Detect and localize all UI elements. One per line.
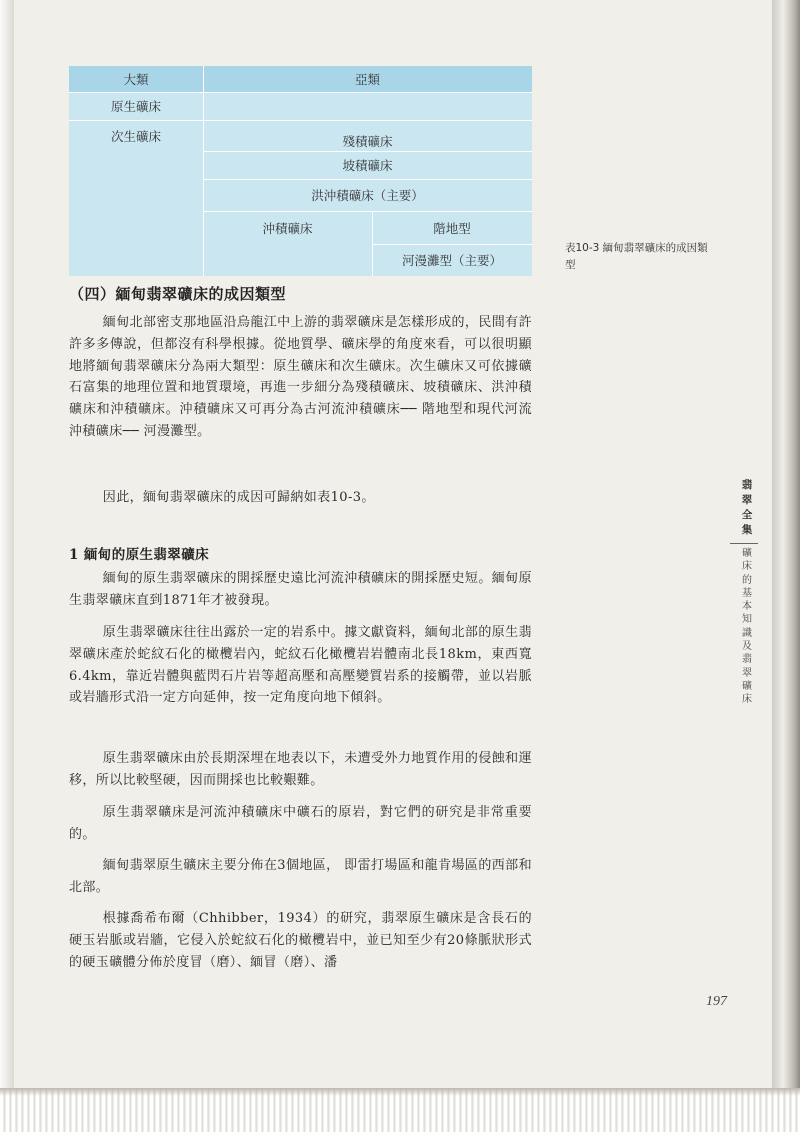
paragraph: 因此，緬甸翡翠礦床的成因可歸納如表10-3。 [102, 490, 375, 505]
header-category: 大類 [123, 72, 149, 87]
page-edge-left [0, 0, 14, 1132]
floodplain-type: 河漫灘型（主要） [401, 253, 502, 268]
terrace-type: 階地型 [433, 220, 471, 236]
side-tab-title: 翡翠全集 [741, 479, 753, 536]
paragraph: 原生翡翠礦床由於長期深埋在地表以下，未遭受外力地質作用的侵蝕和運移，所以比較堅硬，因而開採也比較艱難。 [69, 751, 532, 788]
paragraph: 原生翡翠礦床是河流沖積礦床中礦石的原岩，對它們的研究是非常重要的。 [69, 805, 532, 842]
paragraph: 緬甸翡翠原生礦床主要分佈在3個地區， 即雷打場區和龍肯場區的西部和北部。 [69, 858, 532, 895]
sub-eluvial: 殘積礦床 [342, 133, 393, 149]
paragraph: 原生翡翠礦床往往出露於一定的岩系中。據文獻資料，緬甸北部的原生翡翠礦床產於蛇紋石化的橄欖岩內，蛇紋石化橄欖岩岩體南北長18km，東西寬6.4km，靠近岩體與藍閃石片岩等超高壓和高壓變質岩系的接觸帶，並以岩脈或岩牆形式沿一定方向延伸，按一定角度向地下傾斜。 [69, 625, 532, 706]
section-heading: （四）緬甸翡翠礦床的成因類型 [69, 285, 287, 303]
header-subcategory: 亞類 [354, 72, 380, 87]
sub-alluvial: 沖積礦床 [262, 220, 313, 236]
paragraph: 緬甸北部密支那地區沿烏龍江中上游的翡翠礦床是怎樣形成的，民間有許許多多傳說，但都沒有科學根據。從地質學、礦床學的角度來看，可以很明顯地將緬甸翡翠礦床分為兩大類型：原生礦床和次生礦床。次生礦床又可依據礦石富集的地理位置和地質環境，再進一步細分為殘積礦床、坡積礦床、洪沖積礦床和沖積礦床。沖積礦床又可再分為古河流沖積礦床── 階地型和現代河流沖積礦床── 河漫灘型。 [69, 315, 532, 439]
page-number: 197 [706, 994, 727, 1009]
sub-slope: 坡積礦床 [342, 158, 393, 173]
page-stack-edge [0, 1088, 800, 1132]
paragraph: 根據喬希布爾（Chhibber，1934）的研究，翡翠原生礦床是含長石的硬玉岩脈或岩牆，它侵入於蛇紋石化的橄欖岩中，並已知至少有20條脈狀形式的硬玉礦體分佈於度冒（磨）、緬冒（磨）、潘 [69, 911, 532, 970]
genetic-type-table [69, 66, 532, 276]
subsection-heading: 1 緬甸的原生翡翠礦床 [69, 547, 209, 563]
side-tab-rule [730, 543, 758, 544]
paragraph: 緬甸的原生翡翠礦床的開採歷史遠比河流沖積礦床的開採歷史短。緬甸原生翡翠礦床直到1871年才被發現。 [69, 571, 532, 608]
sub-diluvial: 洪沖積礦床（主要） [311, 188, 424, 203]
category-secondary: 次生礦床 [110, 128, 161, 144]
side-tab-subtitle: 礦床的基本知識及翡翠礦床 [742, 548, 752, 706]
book-fore-edge [772, 0, 800, 1100]
category-primary: 原生礦床 [110, 99, 161, 114]
table-caption: 表10-3 緬甸翡翠礦床的成因類型 [565, 242, 708, 271]
